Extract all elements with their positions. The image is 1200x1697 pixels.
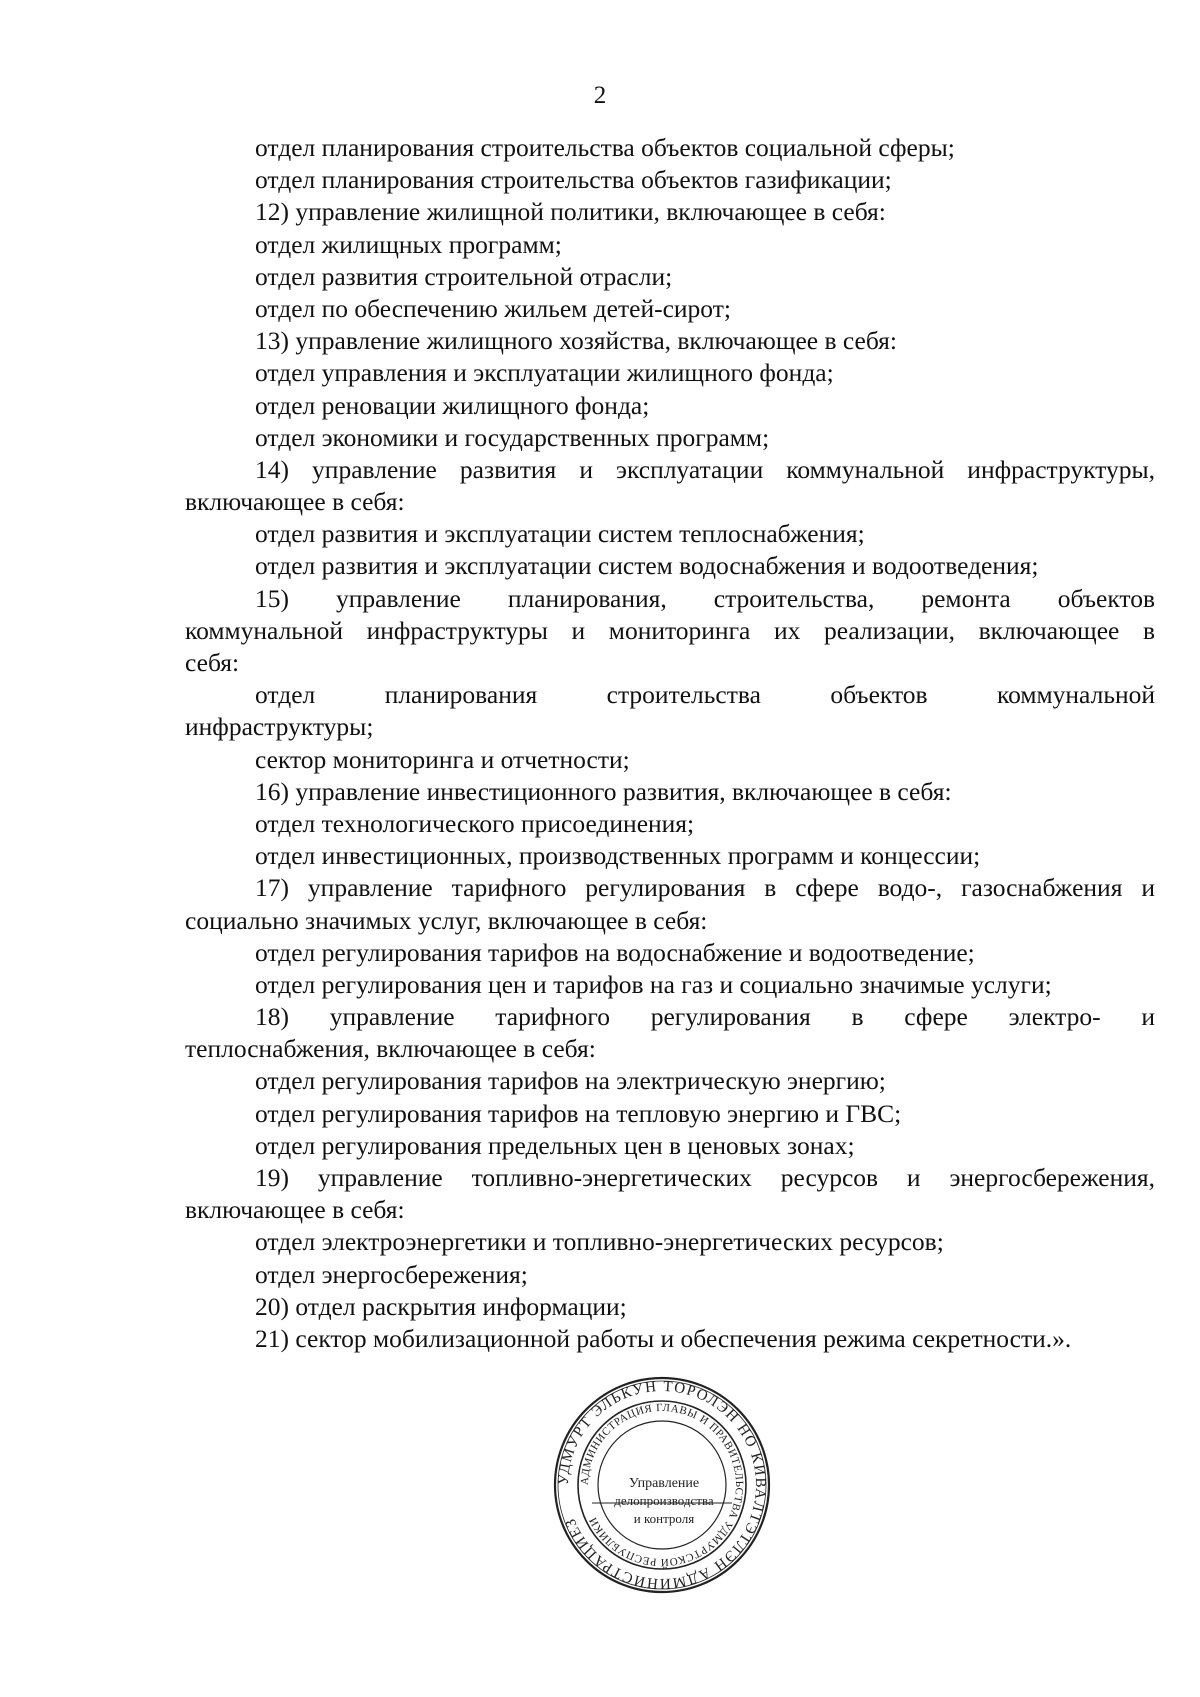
text-line: отдел регулирования цен и тарифов на газ и социально значимые услуги; — [255, 969, 1052, 999]
text-line: отдел инвестиционных, производственных программ и концессии; — [255, 841, 981, 871]
text-line: отдел развития и эксплуатации систем теплоснабжения; — [255, 519, 865, 549]
stamp-seal-icon — [552, 1375, 772, 1595]
text-line: отдел регулирования тарифов на водоснабжение и водоотведение; — [255, 937, 975, 967]
document-body — [185, 132, 1155, 1355]
text-line: 14) управление развития и эксплуатации коммунальной инфраструктуры, — [255, 454, 1155, 484]
text-line: отдел экономики и государственных программ; — [255, 422, 770, 452]
stamp-outer-text: УДМУРТ ЭЛЬКУН ТОРОЛЭН НО КИВАЛТЭТЛЭН АДМИНИСТРАЦИЕЗ — [555, 1378, 769, 1592]
text-line: отдел регулирования предельных цен в ценовых зонах; — [255, 1130, 855, 1160]
text-line: сектор мониторинга и отчетности; — [255, 744, 630, 774]
text-line: отдел управления и эксплуатации жилищного фонда; — [255, 358, 834, 388]
text-line: коммунальной инфраструктуры и мониторинга их реализации, включающее в — [185, 615, 1155, 645]
text-line: отдел электроэнергетики и топливно-энергетических ресурсов; — [255, 1227, 944, 1257]
text-line: инфраструктуры; — [185, 712, 374, 742]
text-line: отдел планирования строительства объектов социальной сферы; — [255, 133, 955, 162]
text-line: отдел регулирования тарифов на электрическую энергию; — [255, 1066, 886, 1096]
text-line: теплоснабжения, включающее в себя: — [185, 1034, 596, 1064]
official-stamp — [552, 1375, 772, 1595]
text-line: отдел энергосбережения; — [255, 1259, 528, 1289]
text-line: отдел по обеспечению жильем детей-сирот; — [255, 293, 731, 323]
text-line: себя: — [185, 648, 240, 677]
text-line: 12) управление жилищной политики, включающее в себя: — [255, 197, 886, 227]
text-line: 13) управление жилищного хозяйства, включающее в себя: — [255, 326, 897, 356]
stamp-center-line: Управление — [628, 1476, 700, 1491]
text-line: 17) управление тарифного регулирования в сфере водо-, газоснабжения и — [255, 873, 1155, 903]
text-line: включающее в себя: — [185, 1195, 405, 1225]
text-line: отдел технологического присоединения; — [255, 808, 695, 838]
stamp-center-line: и контроля — [633, 1511, 695, 1526]
text-line: отдел развития и эксплуатации систем водоснабжения и водоотведения; — [255, 551, 1039, 581]
text-line: 20) отдел раскрытия информации; — [255, 1291, 627, 1321]
page-number: 2 — [593, 82, 607, 109]
text-line: 18) управление тарифного регулирования в сфере электро- и — [255, 1002, 1155, 1032]
text-line: отдел жилищных программ; — [255, 229, 562, 259]
text-line: отдел планирования строительства объектов коммунальной — [255, 680, 1155, 710]
text-line: 16) управление инвестиционного развития, включающее в себя: — [255, 776, 952, 806]
text-line: социально значимых услуг, включающее в себя: — [185, 905, 708, 935]
text-line: отдел регулирования тарифов на тепловую энергию и ГВС; — [255, 1098, 902, 1128]
text-line: 15) управление планирования, строительства, ремонта объектов — [255, 583, 1155, 613]
text-line: включающее в себя: — [185, 487, 405, 517]
text-line: 19) управление топливно-энергетических ресурсов и энергосбережения, — [255, 1163, 1155, 1192]
text-line: отдел планирования строительства объектов газификации; — [255, 165, 892, 195]
text-line: 21) сектор мобилизационной работы и обеспечения режима секретности.». — [255, 1323, 1072, 1353]
text-line: отдел развития строительной отрасли; — [255, 261, 673, 291]
stamp-inner-text: АДМИНИСТРАЦИЯ ГЛАВЫ И ПРАВИТЕЛЬСТВА УДМУРТСКОЙ РЕСПУБЛИКИ — [578, 1401, 746, 1569]
text-line: отдел реновации жилищного фонда; — [255, 390, 650, 420]
stamp-center-line: делопроизводства — [614, 1493, 714, 1508]
